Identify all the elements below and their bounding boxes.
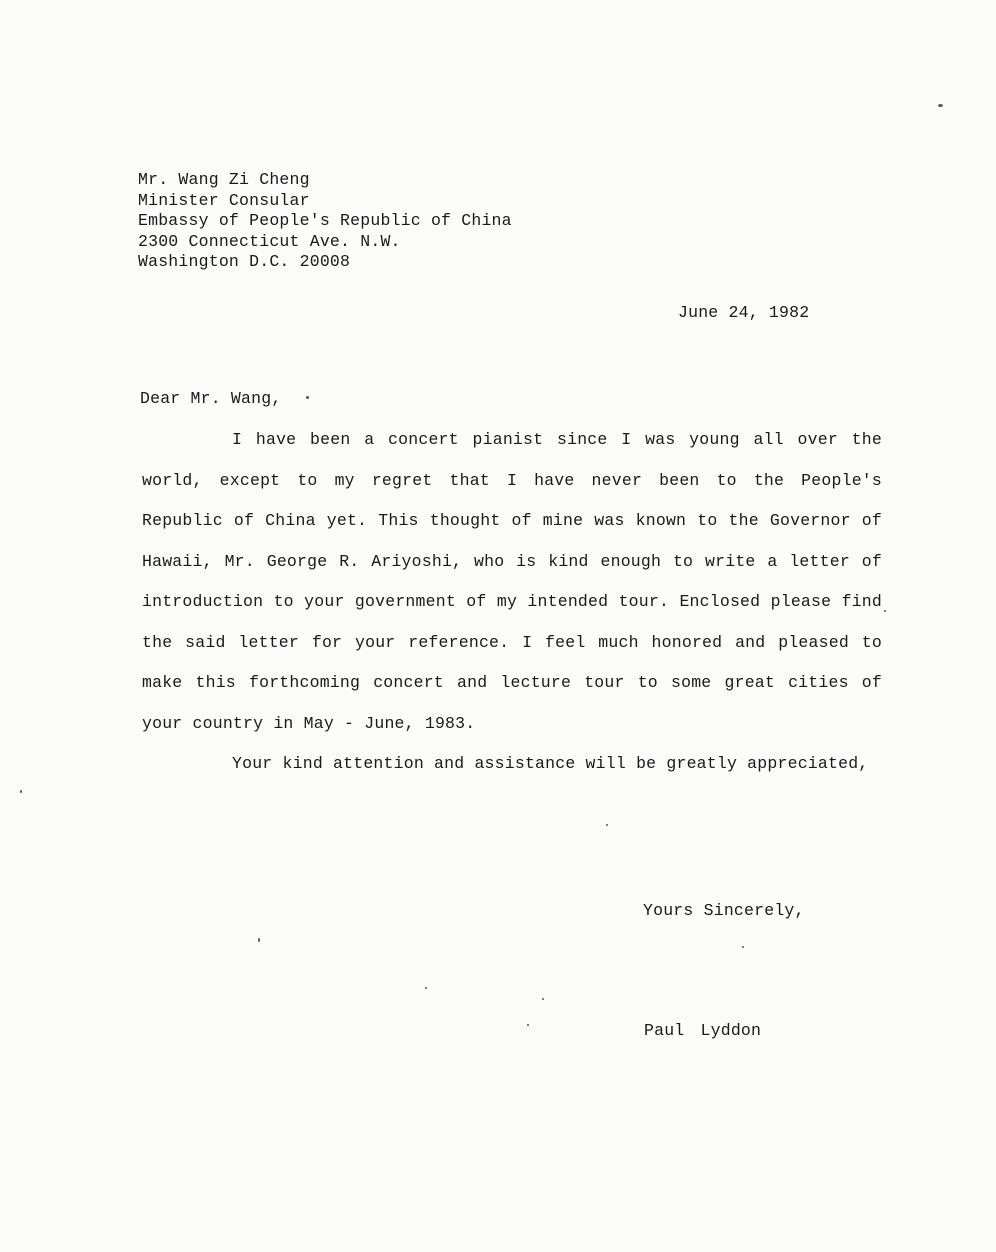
dust-speck — [884, 610, 886, 612]
dust-speck — [306, 396, 309, 399]
recipient-name: Mr. Wang Zi Cheng — [138, 170, 310, 189]
closing: Yours Sincerely, — [643, 901, 805, 920]
dust-speck — [425, 987, 427, 989]
dust-speck — [938, 104, 943, 107]
salutation: Dear Mr. Wang, — [140, 389, 282, 408]
body-paragraph: I have been a concert pianist since I was young all over the world, except to my regret that I have never been to the People's Republic of China yet. This thought of mine was known to the Governor of Hawaii, Mr. George R. Ariyoshi, who is kind enough to write a letter of introduction to your government of my intended tour. Enclosed please find the said letter for your reference. I feel much honored and pleased to make this forthcoming concert and lecture tour to some great cities of your country in May - June, 1983. — [142, 430, 882, 733]
dust-speck — [258, 938, 260, 942]
recipient-city: Washington D.C. 20008 — [138, 252, 351, 271]
dust-speck — [742, 946, 744, 948]
dust-speck — [527, 1024, 529, 1026]
recipient-street: 2300 Connecticut Ave. N.W. — [138, 231, 401, 251]
recipient-organization: Embassy of People's Republic of China — [138, 211, 512, 230]
body-paragraph: Your kind attention and assistance will be greatly appreciated, — [232, 754, 869, 773]
signature-name: Paul Lyddon — [644, 1021, 762, 1040]
dust-speck — [606, 824, 608, 826]
letter-date: June 24, 1982 — [678, 303, 810, 322]
recipient-address — [138, 170, 512, 273]
letter-body — [142, 420, 882, 785]
dust-speck — [20, 790, 22, 793]
recipient-title: Minister Consular — [138, 190, 310, 210]
dust-speck — [542, 998, 544, 1000]
